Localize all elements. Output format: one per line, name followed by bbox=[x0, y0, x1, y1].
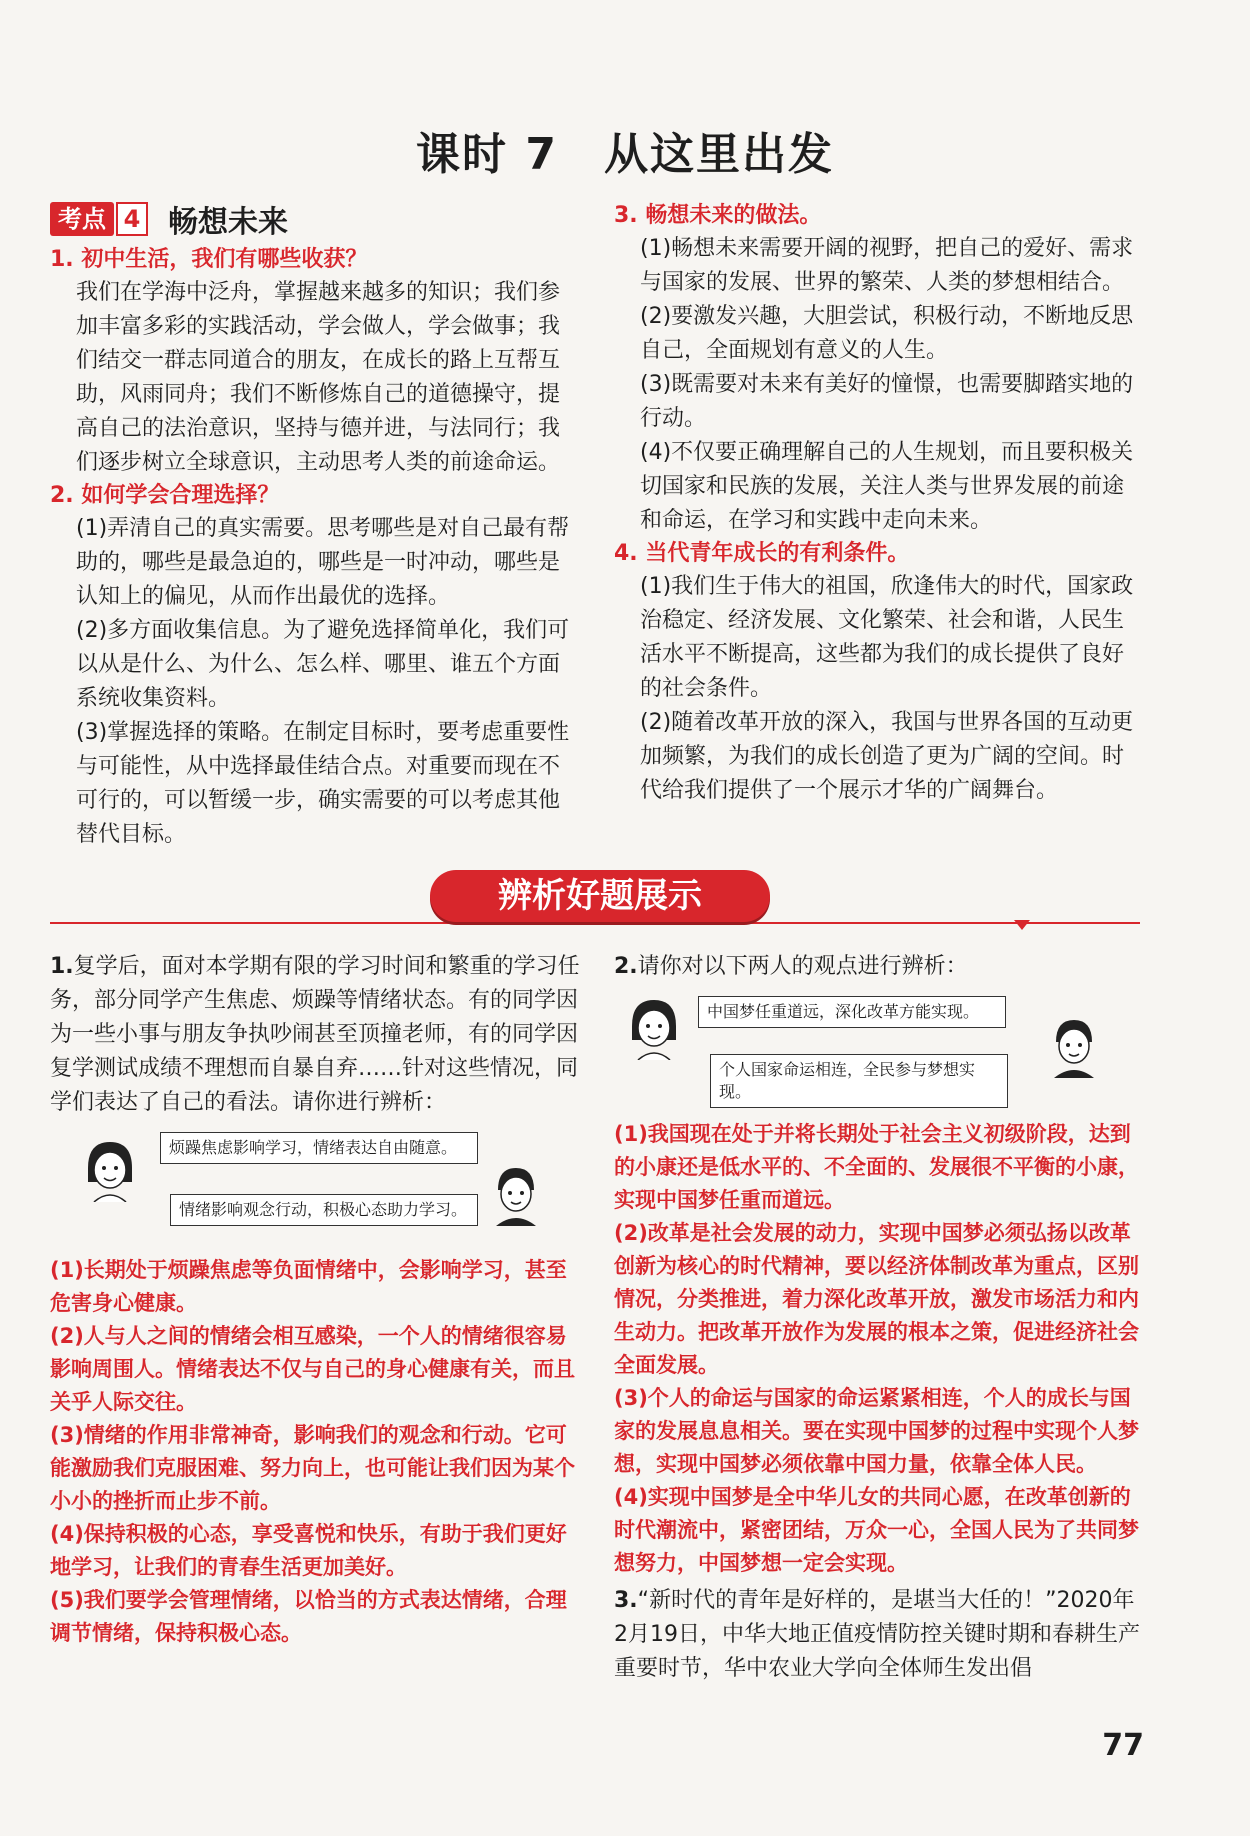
answer-paragraph: (3)个人的命运与国家的命运紧紧相连，个人的成长与国家的发展息息相关。要在实现中国梦的过程中实现个人梦想，实现中国梦必须依靠中国力量，依靠全体人民。 bbox=[614, 1386, 1139, 1476]
paragraph: (3)既需要对未来有美好的憧憬，也需要脚踏实地的行动。 bbox=[640, 372, 1134, 431]
paragraph: (1)我们生于伟大的祖国，欣逢伟大的时代，国家政治稳定、经济发展、文化繁荣、社会和谐，人民生活水平不断提高，这些都为我们的成长提供了良好的社会条件。 bbox=[640, 574, 1134, 701]
paragraph: (1)畅想未来需要开阔的视野，把自己的爱好、需求与国家的发展、世界的繁荣、人类的梦想相结合。 bbox=[640, 236, 1134, 295]
speech-bubble: 个人国家命运相连，全民参与梦想实现。 bbox=[710, 1054, 1008, 1108]
question-body: 复学后，面对本学期有限的学习时间和繁重的学习任务，部分同学产生焦虑、烦躁等情绪状态。有的同学因为一些小事与朋友争执吵闹甚至顶撞老师，有的同学因复学测试成绩不理想而自暴自弃……针对这些情况，同学们表达了自己的看法。请你进行辨析： bbox=[50, 954, 580, 1115]
question-1 bbox=[50, 950, 580, 1650]
answer-paragraph: (3)情绪的作用非常神奇，影响我们的观念和行动。它可能激励我们克服困难、努力向上，也可能让我们因为某个小小的挫折而止步不前。 bbox=[50, 1423, 575, 1513]
question-heading: 4. 当代青年成长的有利条件。 bbox=[614, 541, 910, 566]
paragraph: (1)弄清自己的真实需要。思考哪些是对自己最有帮助的，哪些是最急迫的，哪些是一时冲动，哪些是认知上的偏见，从而作出最优的选择。 bbox=[76, 516, 570, 609]
question-number: 2. bbox=[614, 954, 638, 979]
question-heading: 3. 畅想未来的做法。 bbox=[614, 203, 822, 228]
dialogue-illustration bbox=[614, 996, 1144, 1104]
kaodian-title: 畅想未来 bbox=[168, 205, 288, 240]
boy-figure-icon bbox=[486, 1162, 546, 1226]
paragraph: (2)要激发兴趣，大胆尝试，积极行动，不断地反思自己，全面规划有意义的人生。 bbox=[640, 304, 1134, 363]
paragraph: (2)随着改革开放的深入，我国与世界各国的互动更加频繁，为我们的成长创造了更为广阔的空间。时代给我们提供了一个展示才华的广阔舞台。 bbox=[640, 710, 1134, 803]
paragraph: (3)掌握选择的策略。在制定目标时，要考虑重要性与可能性，从中选择最佳结合点。对重要而现在不可行的，可以暂缓一步，确实需要的可以考虑其他替代目标。 bbox=[76, 720, 570, 847]
question-number: 3. bbox=[614, 1588, 638, 1613]
banner-title: 辨析好题展示 bbox=[430, 870, 770, 922]
answer-paragraph: (4)保持积极的心态，享受喜悦和快乐，有助于我们更好地学习，让我们的青春生活更加美好。 bbox=[50, 1522, 567, 1579]
speech-bubble: 烦躁焦虑影响学习，情绪表达自由随意。 bbox=[160, 1132, 478, 1164]
paragraph: (4)不仅要正确理解自己的人生规划，而且要积极关切国家和民族的发展，关注人类与世界发展的前途和命运，在学习和实践中走向未来。 bbox=[640, 440, 1134, 533]
left-top-column bbox=[50, 200, 580, 852]
speech-bubble: 中国梦任重道远，深化改革方能实现。 bbox=[698, 996, 1006, 1028]
question-text bbox=[614, 950, 1144, 984]
question-heading: 2. 如何学会合理选择？ bbox=[50, 483, 280, 508]
kaodian-badge: 考点 bbox=[50, 202, 114, 236]
girl-figure-icon bbox=[624, 996, 684, 1060]
kaodian-header bbox=[50, 200, 580, 238]
answer-paragraph: (5)我们要学会管理情绪，以恰当的方式表达情绪，合理调节情绪，保持积极心态。 bbox=[50, 1588, 567, 1645]
question-number: 1. bbox=[50, 954, 74, 979]
paragraph: 我们在学海中泛舟，掌握越来越多的知识；我们参加丰富多彩的实践活动，学会做人，学会做事；我们结交一群志同道合的朋友，在成长的路上互帮互助，风雨同舟；我们不断修炼自己的道德操守，提高自己的法治意识，坚持与德并进，与法同行；我们逐步树立全球意识，主动思考人类的前途命运。 bbox=[76, 280, 561, 475]
question-3-text bbox=[614, 1584, 1144, 1686]
banner-rule bbox=[50, 922, 1140, 924]
answer-paragraph: (2)人与人之间的情绪会相互感染，一个人的情绪很容易影响周围人。情绪表达不仅与自己的身心健康有关，而且关乎人际交往。 bbox=[50, 1324, 575, 1414]
question-body: “新时代的青年是好样的，是堪当大任的！”2020年2月19日，中华大地正值疫情防控关键时期和春耕生产重要时节，华中农业大学向全体师生发出倡 bbox=[614, 1588, 1140, 1681]
kaodian-number: 4 bbox=[116, 202, 148, 236]
boy-figure-icon bbox=[1044, 1014, 1104, 1078]
banner-tick-icon bbox=[1014, 920, 1030, 930]
paragraph: (2)多方面收集信息。为了避免选择简单化，我们可以从是什么、为什么、怎么样、哪里、谁五个方面系统收集资料。 bbox=[76, 618, 570, 711]
section-banner bbox=[50, 870, 1140, 930]
speech-bubble: 情绪影响观念行动，积极心态助力学习。 bbox=[170, 1194, 478, 1226]
question-heading: 1. 初中生活，我们有哪些收获？ bbox=[50, 247, 368, 272]
page-title: 课时 7 从这里出发 bbox=[416, 129, 834, 180]
girl-figure-icon bbox=[80, 1138, 140, 1202]
question-text bbox=[50, 950, 580, 1120]
answer-paragraph: (1)长期处于烦躁焦虑等负面情绪中，会影响学习，甚至危害身心健康。 bbox=[50, 1258, 567, 1315]
question-body: 请你对以下两人的观点进行辨析： bbox=[637, 954, 968, 979]
answer-paragraph: (1)我国现在处于并将长期处于社会主义初级阶段，达到的小康还是低水平的、不全面的、发展很不平衡的小康，实现中国梦任重而道远。 bbox=[614, 1122, 1139, 1212]
answer-paragraph: (2)改革是社会发展的动力，实现中国梦必须弘扬以改革创新为核心的时代精神，要以经济体制改革为重点，区别情况，分类推进，着力深化改革开放，激发市场活力和内生动力。把改革开放作为发展的根本之策，促进经济社会全面发展。 bbox=[614, 1221, 1139, 1377]
question-2 bbox=[614, 950, 1144, 1686]
dialogue-illustration bbox=[50, 1132, 580, 1240]
right-top-column bbox=[614, 200, 1144, 808]
page-number: 77 bbox=[1102, 1728, 1144, 1763]
answer-paragraph: (4)实现中国梦是全中华儿女的共同心愿，在改革创新的时代潮流中，紧密团结，万众一心，全国人民为了共同梦想努力，中国梦想一定会实现。 bbox=[614, 1485, 1139, 1575]
